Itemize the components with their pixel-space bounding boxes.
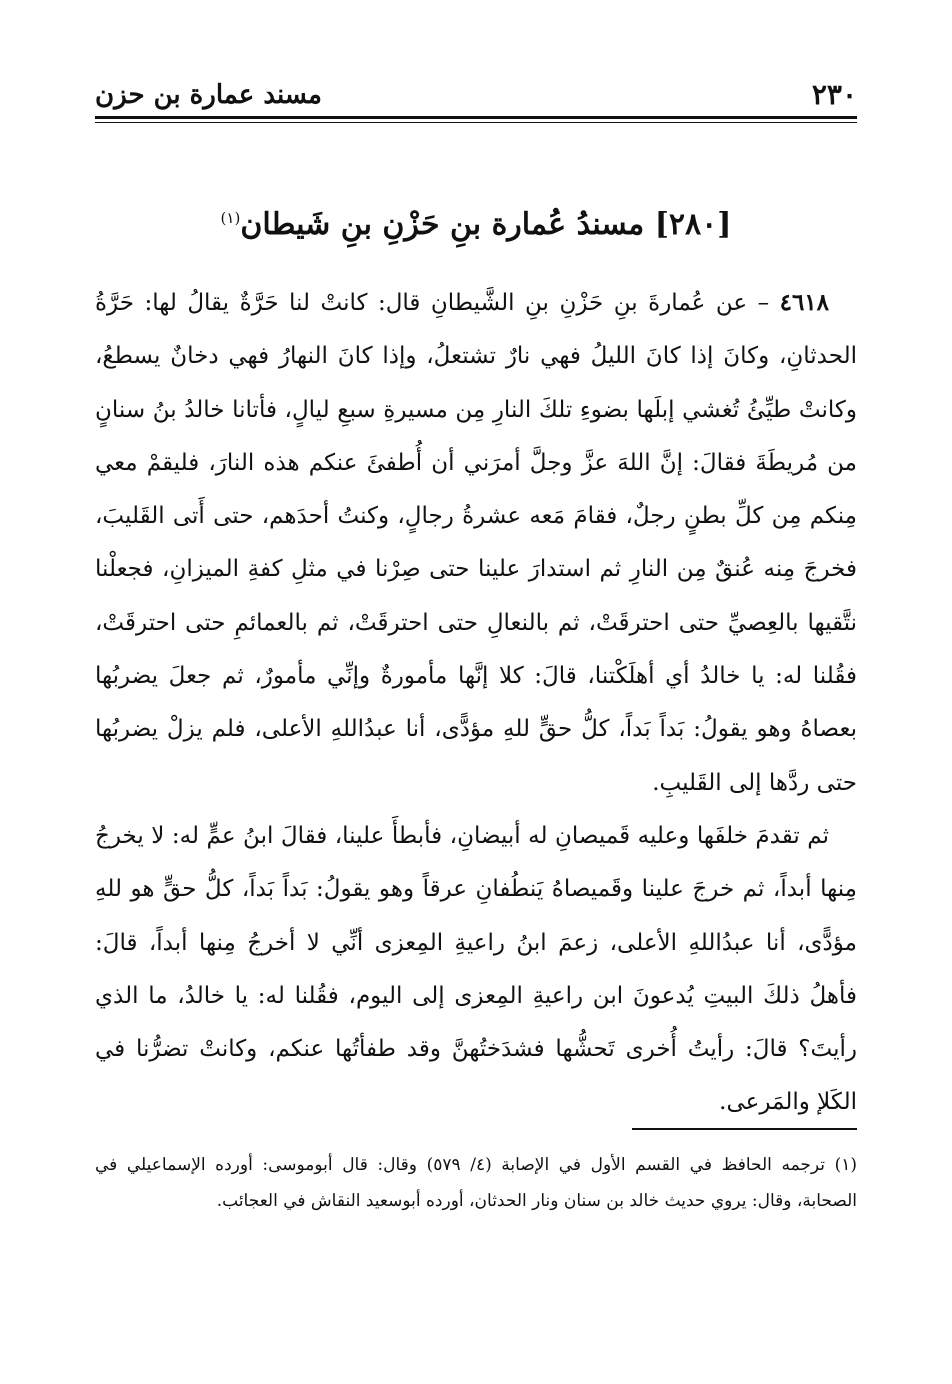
paragraph-1: [95, 276, 857, 810]
section-title: [95, 196, 857, 247]
running-title: مسند عمارة بن حزن: [95, 80, 322, 110]
header-rule-thin: [95, 122, 857, 123]
hadith-body: [95, 276, 857, 1130]
paragraph-2: ثم تقدمَ خلفَها وعليه قَميصانِ له أبيضانِ، فأبطأَ علينا، فقالَ ابنُ عمٍّ له: لا يخرجُ مِنها أبداً، ثم خرجَ علينا وقَميصاهُ يَنطُفانِ عرقاً وهو يقولُ: بَداً بَداً، كلُّ حقٍّ هو للهِ مؤدًّى، أنا عبدُاللهِ الأعلى، زعمَ ابنُ راعيةِ المِعزى أنِّي لا أخرجُ مِنها أبداً، قالَ: فأهلُ ذلكَ البيتِ يُدعونَ ابن راعيةِ المِعزى إلى اليوم، فقُلنا له: يا خالدُ، ما الذي رأيتَ؟ قالَ: رأيتُ أُخرى تَحشُّها فشدَختُهنَّ وقد طفأتُها عنكم، وكانتْ تضرُّنا في الكَلإ والمَرعى.: [95, 822, 857, 1116]
paragraph-1-text: – عن عُمارةَ بنِ حَزْنِ بنِ الشَّيطانِ قال: كانتْ لنا حَرَّةٌ يقالُ لها: حَرَّةُ الحدثانِ، وكانَ إذا كانَ الليلُ فهي نارٌ تشتعلُ، وإذا كانَ النهارُ فهي دخانٌ يسطعُ، وكانتْ طيِّئُ تُغشي إبلَها بضوءِ تلكَ النارِ مِن مسيرةِ سبعِ ليالٍ، فأتانا خالدُ بنُ سنانٍ من مُريطَةَ فقالَ: إنَّ اللهَ عزَّ وجلَّ أمرَني أن أُطفئَ عنكم هذه النارَ، فليقمْ معي مِنكم مِن كلِّ بطنٍ رجلٌ، فقامَ مَعه عشرةُ رجالٍ، وكنتُ أحدَهم، حتى أَتى القَليبَ، فخرجَ مِنه عُنقٌ مِن النارِ ثم استدارَ علينا حتى صِرْنا في مثلِ كفةِ الميزانِ، فجعلْنا نتَّقيها بالعِصيِّ حتى احترقَتْ، ثم بالنعالِ حتى احترقَتْ، ثم بالعمائمِ حتى احترقَتْ، فقُلنا له: يا خالدُ أي أهلَكْتنا، قالَ: كلا إنَّها مأمورةٌ وإنِّي مأمورٌ، ثم جعلَ يضربُها بعصاهُ وهو يقولُ: بَداً بَداً، كلُّ حقٍّ للهِ مؤدًّى، أنا عبدُاللهِ الأعلى، فلم يزلْ يضربُها حتى ردَّها إلى القَليبِ.: [95, 290, 857, 796]
page-number: ٢٣٠: [811, 78, 857, 111]
footnote-reference: (١): [220, 209, 241, 227]
footnote: (١) ترجمه الحافظ في القسم الأول في الإصابة (٤/ ٥٧٩) وقال: قال أبوموسى: أورده الإسماعيلي في الصحابة، وقال: يروي حديث خالد بن سنان ونار الحدثان، أورده أبوسعيد النقاش في العجائب.: [95, 1155, 858, 1211]
header-rule-thick: [95, 116, 857, 119]
page-header: [95, 78, 857, 114]
hadith-number: ٤٦١٨: [779, 289, 830, 316]
section-title-text: [٢٨٠] مسندُ عُمارة بنِ حَزْنِ بنِ شَيطان: [240, 207, 732, 242]
footnote-separator: [632, 1128, 857, 1130]
